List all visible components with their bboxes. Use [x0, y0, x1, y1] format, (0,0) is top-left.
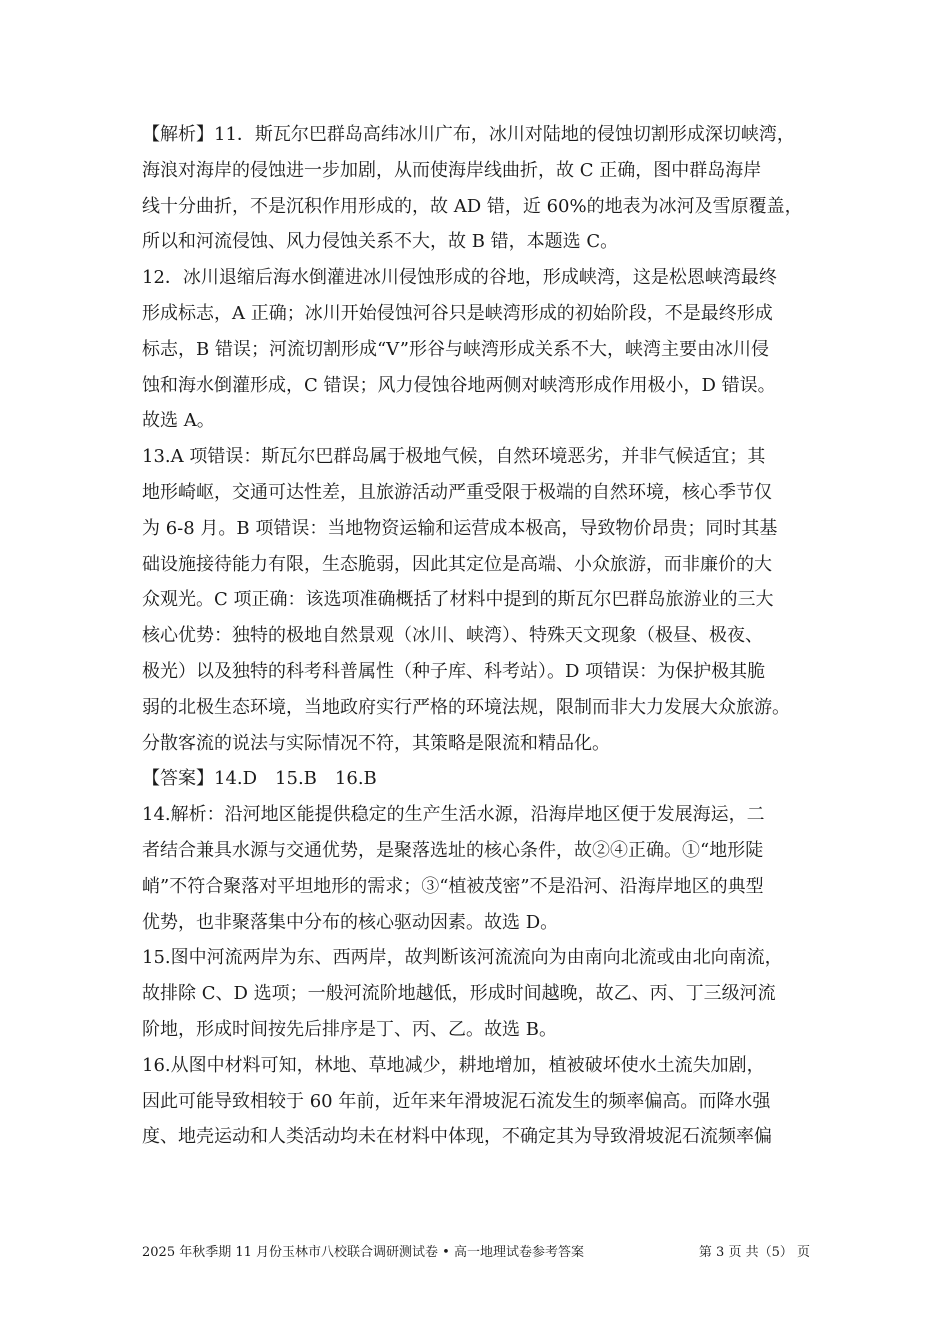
- text-line: 海浪对海岸的侵蚀进一步加剧，从而使海岸线曲折，故 C 正确，图中群岛海岸: [142, 159, 762, 181]
- text-line: 核心优势：独特的极地自然景观（冰川、峡湾）、特殊天文现象（极昼、极夜、: [142, 625, 763, 647]
- text-line: 故选 A。: [142, 410, 215, 432]
- text-line: 15.图中河流两岸为东、西两岸，故判断该河流流向为由南向北流或由北向南流，: [142, 947, 783, 969]
- text-line: 标志，B 错误；河流切割形成“V”形谷与峡湾形成关系不大，峡湾主要由冰川侵: [142, 338, 770, 360]
- text-line: 度、地壳运动和人类活动均未在材料中体现，不确定其为导致滑坡泥石流频率偏: [142, 1126, 772, 1148]
- text-line: 阶地，形成时间按先后排序是丁、丙、乙。故选 B。: [142, 1018, 557, 1040]
- text-line: 因此可能导致相较于 60 年前，近年来年滑坡泥石流发生的频率偏高。而降水强: [142, 1090, 771, 1112]
- text-line: 优势，也非聚落集中分布的核心驱动因素。故选 D。: [142, 911, 559, 933]
- text-line: 极光）以及独特的科考科普属性（种子库、科考站）。D 项错误：为保护极其脆: [142, 660, 766, 682]
- text-line: 故排除 C、D 选项；一般河流阶地越低，形成时间越晚，故乙、丙、丁三级河流: [142, 983, 776, 1005]
- text-line: 地形崎岖，交通可达性差，且旅游活动严重受限于极端的自然环境，核心季节仅: [142, 481, 772, 503]
- text-line: 16.从图中材料可知，林地、草地减少，耕地增加，植被破坏使水土流失加剧，: [142, 1054, 765, 1076]
- text-line: 线十分曲折，不是沉积作用形成的，故 AD 错，近 60%的地表为冰河及雪原覆盖，: [142, 195, 803, 217]
- answer-key-line: 【答案】14.D 15.B 16.B: [142, 768, 377, 790]
- footer-title: 2025 年秋季期 11 月份玉林市八校联合调研测试卷 • 高一地理试卷参考答案: [142, 1245, 584, 1260]
- text-line: 所以和河流侵蚀、风力侵蚀关系不大，故 B 错，本题选 C。: [142, 231, 619, 253]
- page-footer: [142, 1243, 810, 1263]
- text-line: 弱的北极生态环境，当地政府实行严格的环境法规，限制而非大力发展大众旅游。: [142, 696, 790, 718]
- text-line: 蚀和海水倒灌形成，C 错误；风力侵蚀谷地两侧对峡湾形成作用极小，D 错误。: [142, 374, 776, 396]
- text-line: 12．冰川退缩后海水倒灌进冰川侵蚀形成的谷地，形成峡湾，这是松恩峡湾最终: [142, 267, 777, 289]
- page-number: 第 3 页 共（5） 页: [698, 1245, 810, 1260]
- text-line: 14.解析：沿河地区能提供稳定的生产生活水源，沿海岸地区便于发展海运，二: [142, 804, 765, 826]
- text-line: 形成标志，A 正确；冰川开始侵蚀河谷只是峡湾形成的初始阶段，不是最终形成: [142, 302, 773, 324]
- text-line: 13.A 项错误：斯瓦尔巴群岛属于极地气候，自然环境恶劣，并非气候适宜；其: [142, 446, 766, 468]
- answer-text-body: [142, 117, 810, 1155]
- text-line: 础设施接待能力有限，生态脆弱，因此其定位是高端、小众旅游，而非廉价的大: [142, 553, 772, 575]
- text-line: 分散客流的说法与实际情况不符，其策略是限流和精品化。: [142, 732, 610, 754]
- text-line: 众观光。C 项正确：该选项准确概括了材料中提到的斯瓦尔巴群岛旅游业的三大: [142, 589, 774, 611]
- text-line: 为 6-8 月。B 项错误：当地物资运输和运营成本极高，导致物价昂贵；同时其基: [142, 517, 778, 539]
- text-line: 峭”不符合聚落对平坦地形的需求；③“植被茂密”不是沿河、沿海岸地区的典型: [142, 875, 764, 897]
- text-line: 者结合兼具水源与交通优势，是聚落选址的核心条件，故②④正确。①“地形陡: [142, 839, 764, 861]
- text-line: 【解析】11．斯瓦尔巴群岛高纬冰川广布，冰川对陆地的侵蚀切割形成深切峡湾，: [142, 124, 795, 145]
